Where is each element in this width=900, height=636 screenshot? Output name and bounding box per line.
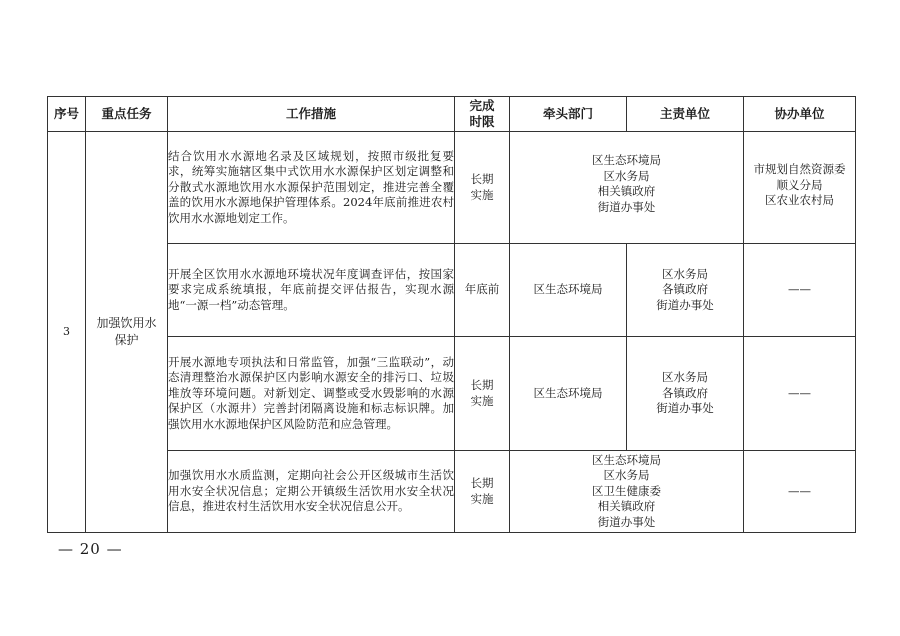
deadline-3-text: 长期 实施	[470, 377, 494, 408]
unit-line: 区水务局	[662, 266, 708, 281]
responsible-3	[627, 337, 744, 451]
header-responsible: 主责单位	[627, 97, 744, 132]
unit-line: 相关镇政府	[597, 184, 656, 199]
responsible-2	[627, 244, 744, 337]
table-row	[48, 451, 856, 533]
lead-responsible-4	[510, 451, 744, 533]
task-number: 3	[48, 132, 86, 533]
header-assist: 协办单位	[744, 97, 856, 132]
task-name	[86, 132, 168, 533]
unit-line: 街道办事处	[656, 401, 714, 416]
header-task: 重点任务	[86, 97, 168, 132]
unit-line: 街道办事处	[597, 514, 656, 529]
deadline-2: 年底前	[455, 244, 510, 337]
unit-line: 街道办事处	[597, 199, 656, 214]
assist-2: ——	[744, 244, 856, 337]
measure-4: 加强饮用水水质监测，定期向社会公开区级城市生活饮用水安全状况信息；定期公开镇级生活饮用水安全状况信息，推进农村生活饮用水安全状况信息公开。	[168, 451, 455, 533]
header-measures: 工作措施	[168, 97, 455, 132]
table-row	[48, 337, 856, 451]
header-row	[48, 97, 856, 132]
deadline-1-text: 长期 实施	[470, 171, 494, 202]
unit-line: 区生态环境局	[592, 153, 661, 167]
unit-line: 街道办事处	[656, 297, 714, 312]
measure-3: 开展水源地专项执法和日常监管，加强“三监联动”，动态清理整治水源保护区内影响水源安全的排污口、垃圾堆放等环境问题。对新划定、调整或受水毁影响的水源保护区（水源井）完善封闭隔离设施和标志标识牌。加强饮用水水源地保护区风险防范和应急管理。	[168, 337, 455, 451]
unit-line: 区生态环境局	[592, 452, 661, 467]
lead-responsible-1	[510, 132, 744, 244]
task-table	[47, 96, 856, 533]
measure-1: 结合饮用水水源地名录及区域规划，按照市级批复要求，统筹实施辖区集中式饮用水水源保护区划定调整和分散式水源地饮用水水源保护范围划定，推进完善全覆盖的饮用水水源地保护管理体系。2024年底前推进农村饮用水水源地划定工作。	[168, 132, 455, 244]
table-row	[48, 244, 856, 337]
deadline-3	[455, 337, 510, 451]
unit-line: 区农业农村局	[765, 193, 834, 208]
deadline-1	[455, 132, 510, 244]
unit-line: 区卫生健康委	[592, 483, 661, 498]
unit-line: 相关镇政府	[597, 499, 656, 514]
deadline-4-text: 长期 实施	[470, 475, 494, 506]
table-row	[48, 132, 856, 244]
header-deadline	[455, 97, 510, 132]
measure-2: 开展全区饮用水水源地环境状况年度调查评估，按国家要求完成系统填报，年底前提交评估报告，实现水源地“一源一档”动态管理。	[168, 244, 455, 337]
unit-line: 区水务局	[603, 468, 650, 483]
lead-2: 区生态环境局	[510, 244, 627, 337]
unit-line: 市规划自然资源委	[753, 162, 846, 176]
unit-line: 区水务局	[603, 168, 650, 183]
assist-1	[744, 132, 856, 244]
lead-3: 区生态环境局	[510, 337, 627, 451]
header-deadline-text: 完成 时限	[469, 98, 495, 129]
unit-line: 各镇政府	[662, 282, 708, 297]
header-lead: 牵头部门	[510, 97, 627, 132]
assist-3: ——	[744, 337, 856, 451]
unit-line: 各镇政府	[662, 385, 708, 400]
header-number: 序号	[48, 97, 86, 132]
unit-line: 区水务局	[662, 370, 708, 385]
page-number: — 20 —	[58, 540, 123, 558]
unit-line: 顺义分局	[776, 177, 823, 192]
task-name-text: 加强饮用水保护	[96, 316, 157, 347]
assist-4: ——	[744, 451, 856, 533]
deadline-4	[455, 451, 510, 533]
